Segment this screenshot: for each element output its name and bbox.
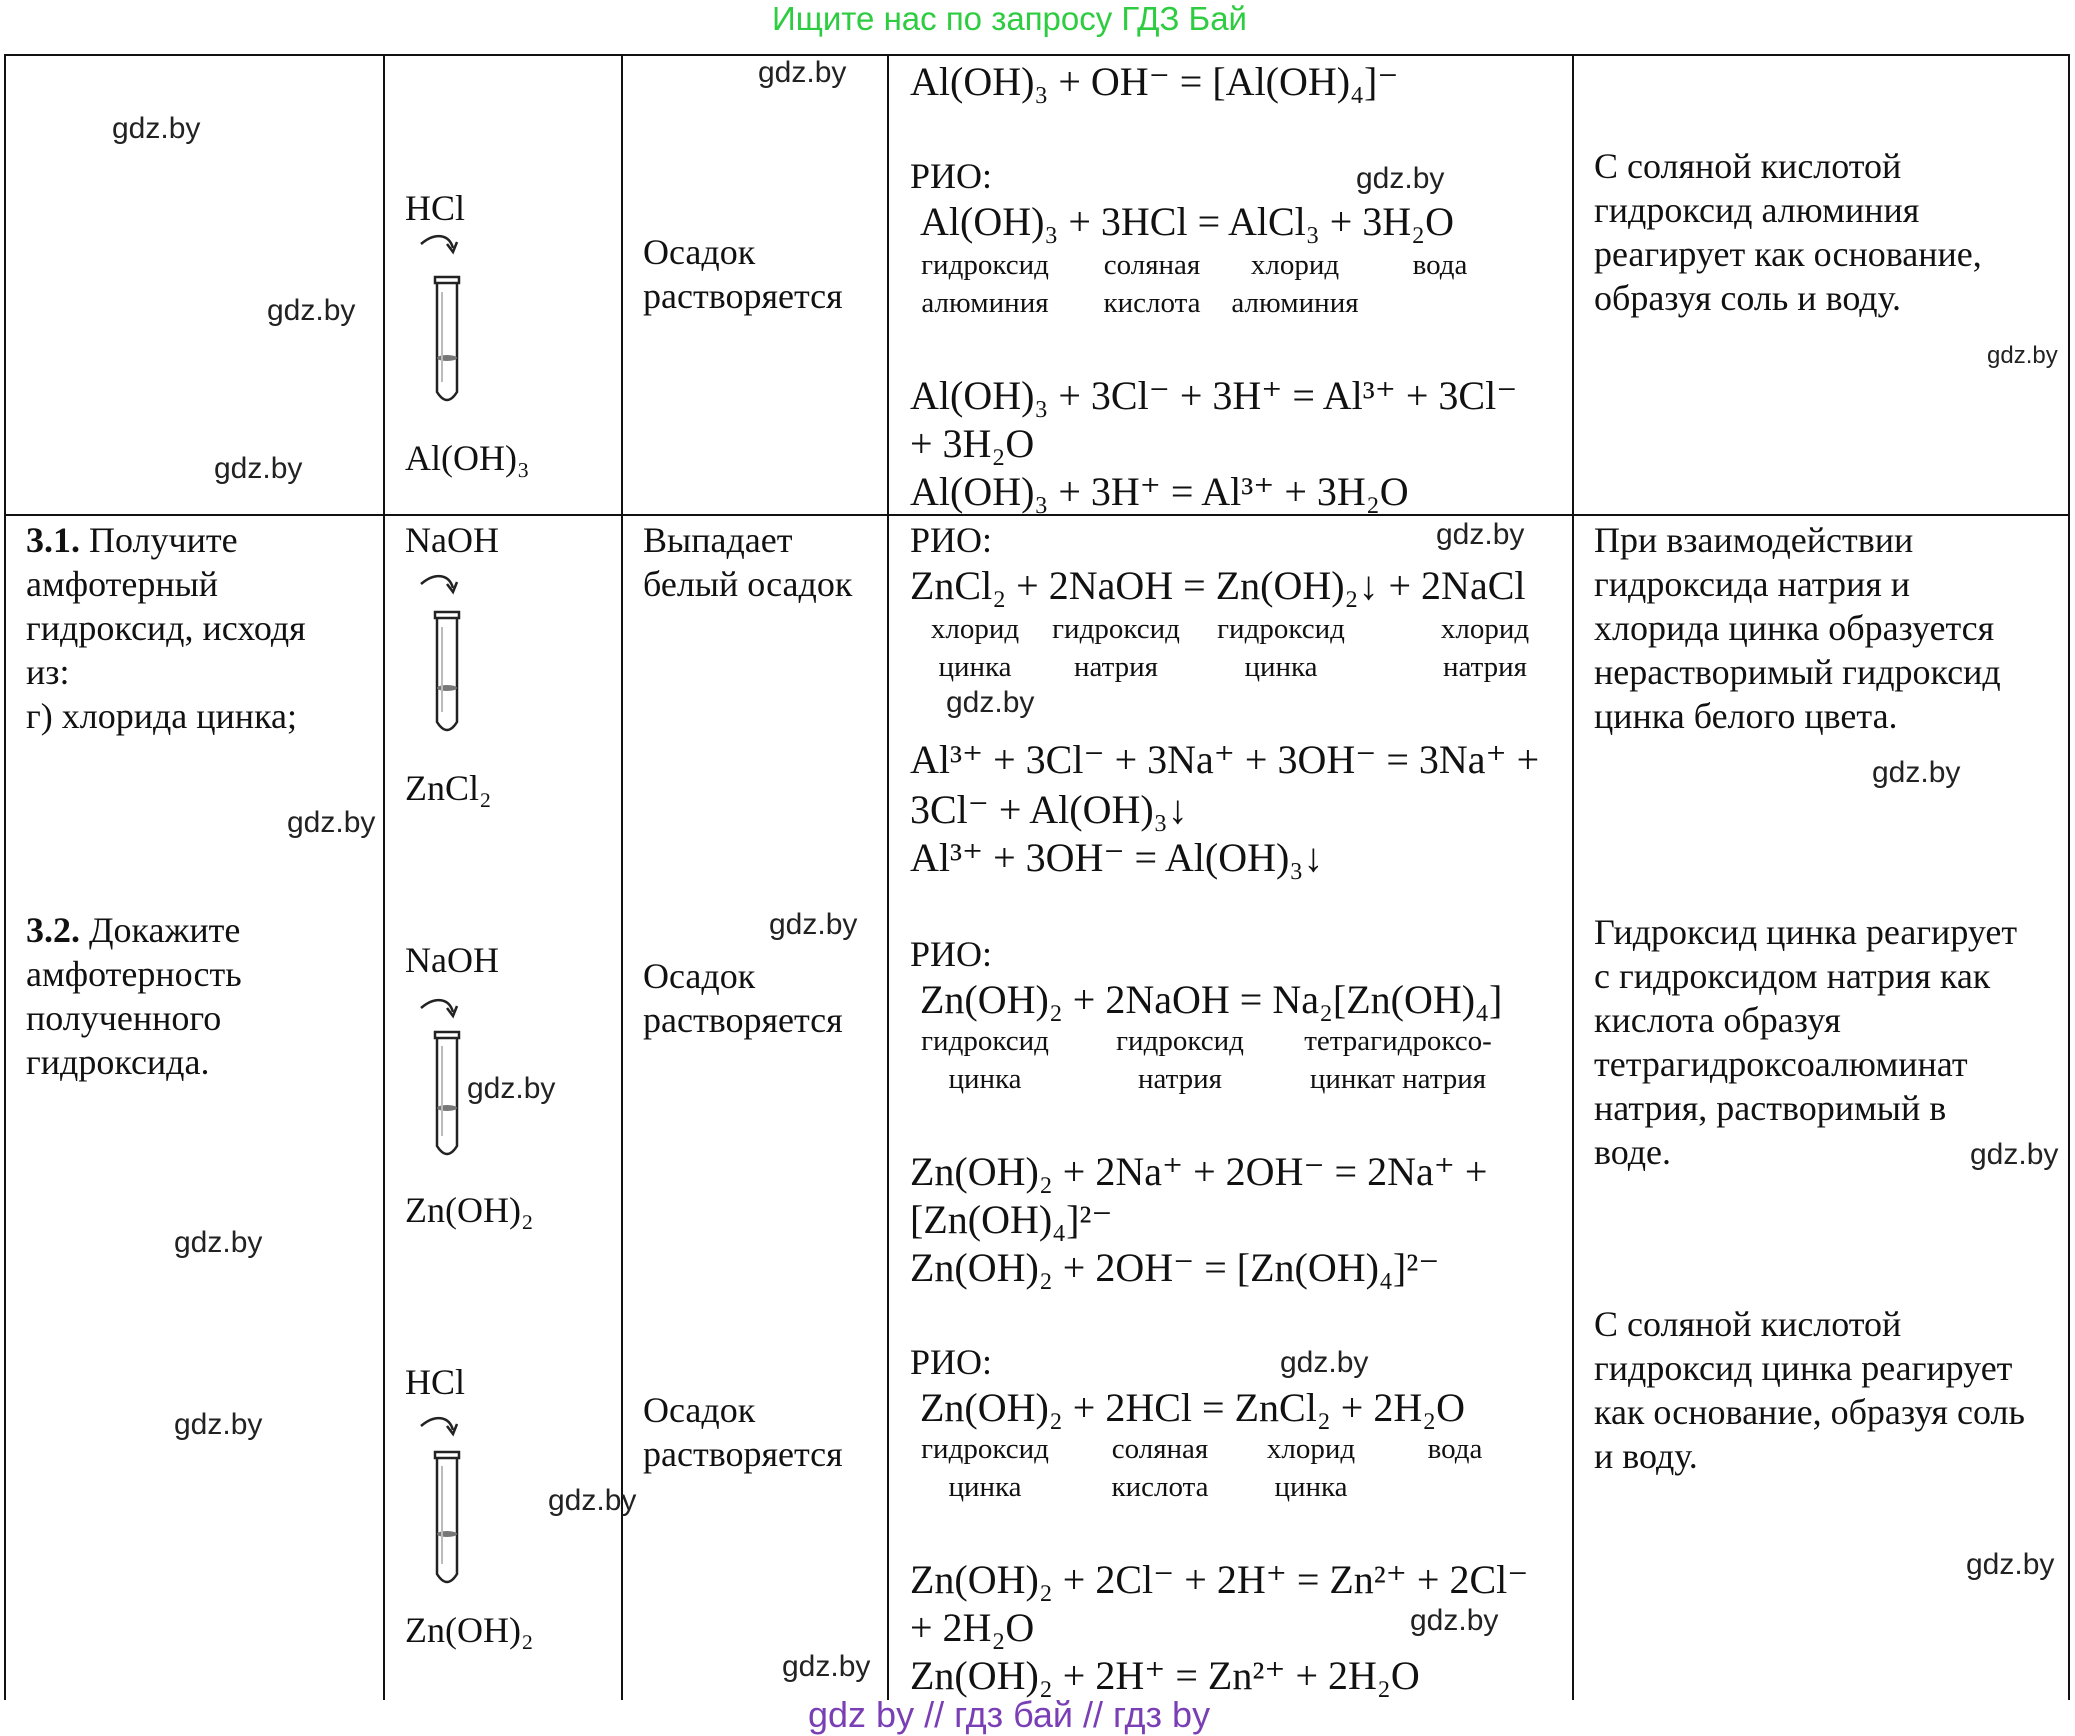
reagent-top: NaOH bbox=[405, 940, 499, 980]
task-3-1: 3.1. Получите bbox=[26, 520, 238, 560]
task-line: гидроксид, исходя bbox=[26, 608, 306, 648]
watermark: gdz.by bbox=[1410, 1604, 1499, 1637]
reagent-bottom: Al(OH)₃ bbox=[405, 438, 530, 478]
observation-line: Выпадает bbox=[643, 520, 793, 560]
watermark: gdz.by bbox=[1436, 518, 1525, 551]
conclusion-line: натрия, растворимый в bbox=[1594, 1088, 1947, 1128]
watermark: gdz.by bbox=[758, 56, 847, 89]
observation-line: белый осадок bbox=[643, 564, 853, 604]
conclusion-line: гидроксид алюминия bbox=[1594, 190, 1920, 230]
conclusion-line: тетрагидроксоалюминат bbox=[1594, 1044, 1968, 1084]
watermark: gdz.by bbox=[267, 294, 356, 327]
rio-label: РИО: bbox=[910, 934, 993, 974]
conclusion-line: реагирует как основание, bbox=[1594, 234, 1982, 274]
test-tube-icon bbox=[415, 232, 475, 417]
observation-line: Осадок bbox=[643, 956, 756, 996]
equation-ionic-full: + 3H₂O bbox=[910, 421, 1035, 466]
substance-name: гидроксид алюминия bbox=[921, 249, 1049, 319]
substance-name: вода bbox=[1412, 249, 1468, 281]
substance-name: гидроксид цинка bbox=[921, 1025, 1049, 1095]
watermark: gdz.by bbox=[287, 806, 376, 839]
equation-ionic-short: Al³⁺ + 3OH⁻ = Al(OH)₃↓ bbox=[910, 835, 1324, 880]
watermark: gdz.by bbox=[946, 686, 1035, 719]
equation-molecular: ZnCl₂ + 2NaOH = Zn(OH)₂↓ + 2NaCl bbox=[910, 563, 1526, 608]
substance-name: гидроксид цинка bbox=[921, 1433, 1049, 1503]
watermark: gdz.by bbox=[1966, 1548, 2055, 1581]
watermark: gdz.by bbox=[548, 1484, 637, 1517]
reagent-top: HCl bbox=[405, 1362, 466, 1402]
equation-ionic-short: Al(OH)₃ + 3H⁺ = Al³⁺ + 3H₂O bbox=[910, 469, 1409, 514]
substance-name: тетрагидроксо- цинкат натрия bbox=[1304, 1025, 1492, 1095]
conclusion-line: образуя соль и воду. bbox=[1594, 278, 1902, 318]
equation-ionic-full: 3Cl⁻ + Al(OH)₃↓ bbox=[910, 787, 1188, 832]
conclusion-line: с гидроксидом натрия как bbox=[1594, 956, 1991, 996]
table-top-border bbox=[4, 54, 2070, 56]
equation-molecular: Zn(OH)₂ + 2HCl = ZnCl₂ + 2H₂O bbox=[920, 1385, 1466, 1430]
conclusion-line: гидроксида натрия и bbox=[1594, 564, 1911, 604]
watermark: gdz.by bbox=[1872, 756, 1961, 789]
watermark: gdz.by bbox=[174, 1226, 263, 1259]
substance-name: хлорид алюминия bbox=[1231, 249, 1359, 319]
equation-ionic-short: Zn(OH)₂ + 2H⁺ = Zn²⁺ + 2H₂O bbox=[910, 1653, 1420, 1698]
substance-name: хлорид цинка bbox=[930, 613, 1020, 683]
equation-ionic-full: + 2H₂O bbox=[910, 1605, 1035, 1650]
reagent-top: HCl bbox=[405, 188, 466, 228]
substance-name: соляная кислота bbox=[1103, 249, 1201, 319]
task-line: гидроксида. bbox=[26, 1042, 210, 1082]
watermark: gdz.by bbox=[1356, 162, 1445, 195]
observation-line: растворяется bbox=[643, 1000, 843, 1040]
reagent-bottom: Zn(OH)₂ bbox=[405, 1610, 534, 1650]
conclusion-line: С соляной кислотой bbox=[1594, 1304, 1902, 1344]
equation-molecular: Al(OH)₃ + 3HCl = AlCl₃ + 3H₂O bbox=[920, 199, 1454, 244]
conclusion-line: хлорида цинка образуется bbox=[1594, 608, 1995, 648]
task-line: амфотерный bbox=[26, 564, 219, 604]
test-tube-icon bbox=[415, 996, 475, 1171]
watermark: gdz.by bbox=[214, 452, 303, 485]
watermark: gdz.by bbox=[467, 1072, 556, 1105]
conclusion-line: гидроксид цинка реагирует bbox=[1594, 1348, 2013, 1388]
conclusion-line: Гидроксид цинка реагирует bbox=[1594, 912, 2018, 952]
watermark: gdz.by bbox=[112, 112, 201, 145]
substance-name: гидроксид натрия bbox=[1052, 613, 1180, 683]
search-banner: Ищите нас по запросу ГДЗ Бай bbox=[772, 0, 1247, 37]
equation-ionic-full: Al(OH)₃ + 3Cl⁻ + 3H⁺ = Al³⁺ + 3Cl⁻ bbox=[910, 373, 1518, 418]
equation-ionic-full: Zn(OH)₂ + 2Na⁺ + 2OH⁻ = 2Na⁺ + bbox=[910, 1149, 1488, 1194]
rio-label: РИО: bbox=[910, 520, 993, 560]
reagent-bottom: ZnCl₂ bbox=[405, 768, 492, 808]
table-border-right bbox=[2068, 54, 2070, 1700]
observation-line: Осадок bbox=[643, 1390, 756, 1430]
conclusion-line: нерастворимый гидроксид bbox=[1594, 652, 2001, 692]
task-line: амфотерность bbox=[26, 954, 242, 994]
col-divider-3 bbox=[887, 54, 889, 1700]
task-line: г) хлорида цинка; bbox=[26, 696, 298, 736]
watermark: gdz.by bbox=[1280, 1346, 1369, 1379]
col-divider-4 bbox=[1572, 54, 1574, 1700]
conclusion-line: воде. bbox=[1594, 1132, 1672, 1172]
conclusion-line: С соляной кислотой bbox=[1594, 146, 1902, 186]
substance-name: гидроксид цинка bbox=[1217, 613, 1345, 683]
task-3-2: 3.2. Докажите bbox=[26, 910, 241, 950]
col-divider-2 bbox=[621, 54, 623, 1700]
footer-links: gdz by // гдз бай // гдз by bbox=[808, 1694, 1211, 1735]
substance-name: гидроксид натрия bbox=[1116, 1025, 1244, 1095]
equation-ionic-full: Al³⁺ + 3Cl⁻ + 3Na⁺ + 3OH⁻ = 3Na⁺ + bbox=[910, 737, 1540, 782]
task-line: полученного bbox=[26, 998, 222, 1038]
reagent-bottom: Zn(OH)₂ bbox=[405, 1190, 534, 1230]
substance-name: хлорид натрия bbox=[1440, 613, 1530, 683]
equation-molecular: Zn(OH)₂ + 2NaOH = Na₂[Zn(OH)₄] bbox=[920, 977, 1503, 1022]
test-tube-icon bbox=[415, 1414, 475, 1599]
rio-label: РИО: bbox=[910, 156, 993, 196]
conclusion-line: При взаимодействии bbox=[1594, 520, 1914, 560]
col-divider-1 bbox=[383, 54, 385, 1700]
watermark: gdz.by bbox=[769, 908, 858, 941]
conclusion-line: как основание, образуя соль bbox=[1594, 1392, 2025, 1432]
task-line: из: bbox=[26, 652, 70, 692]
substance-name: хлорид цинка bbox=[1266, 1433, 1356, 1503]
equation-ionic-full: [Zn(OH)₄]²⁻ bbox=[910, 1197, 1113, 1242]
observation-line: растворяется bbox=[643, 276, 843, 316]
observation-line: растворяется bbox=[643, 1434, 843, 1474]
watermark: gdz.by bbox=[782, 1650, 871, 1683]
test-tube-icon bbox=[415, 572, 475, 747]
equation-ionic-short: Zn(OH)₂ + 2OH⁻ = [Zn(OH)₄]²⁻ bbox=[910, 1245, 1440, 1290]
conclusion-line: кислота образуя bbox=[1594, 1000, 1841, 1040]
equation-ionic-full: Zn(OH)₂ + 2Cl⁻ + 2H⁺ = Zn²⁺ + 2Cl⁻ bbox=[910, 1557, 1529, 1602]
conclusion-line: и воду. bbox=[1594, 1436, 1698, 1476]
observation-line: Осадок bbox=[643, 232, 756, 272]
table-border-left bbox=[4, 54, 6, 1700]
substance-name: соляная кислота bbox=[1111, 1433, 1209, 1503]
watermark: gdz.by bbox=[1970, 1138, 2059, 1171]
equation-top: Al(OH)₃ + OH⁻ = [Al(OH)₄]⁻ bbox=[910, 59, 1399, 104]
substance-name: вода bbox=[1427, 1433, 1483, 1465]
watermark: gdz.by bbox=[174, 1408, 263, 1441]
watermark: gdz.by bbox=[1987, 342, 2058, 369]
reagent-top: NaOH bbox=[405, 520, 499, 560]
conclusion-line: цинка белого цвета. bbox=[1594, 696, 1898, 736]
rio-label: РИО: bbox=[910, 1342, 993, 1382]
